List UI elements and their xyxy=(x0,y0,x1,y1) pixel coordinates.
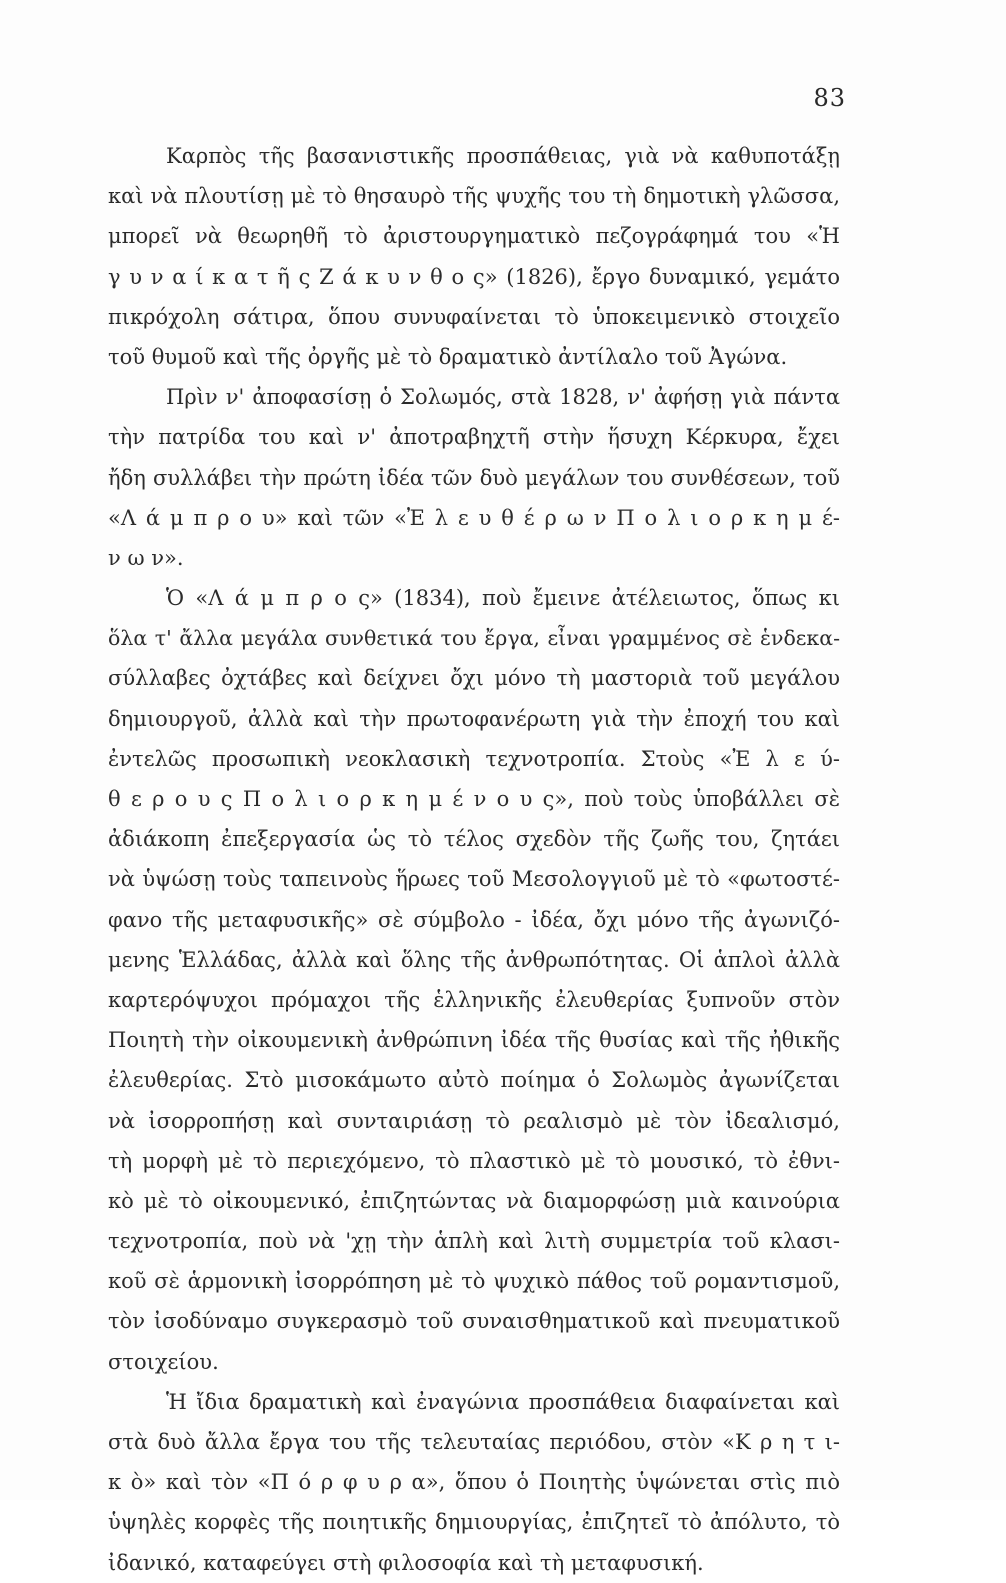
text-line: νὰ ἰσορροπήσῃ καὶ συνταιριάσῃ τὸ ρεαλισμὸ μὲ τὸν ἰδεαλισμό, xyxy=(108,1108,840,1133)
text-line: ὅλα τ' ἄλλα μεγάλα συνθετικά του ἔργα, εἶναι γραμμένος σὲ ἑνδεκα- xyxy=(108,626,840,651)
text-line: στὰ δυὸ ἄλλα ἔργα του τῆς τελευταίας περιόδου, στὸν «Κ ρ η τ ι- xyxy=(108,1430,840,1454)
text-line: κοῦ σὲ ἁρμονικὴ ἰσορρόπηση μὲ τὸ ψυχικὸ πάθος τοῦ ρομαντισμοῦ, xyxy=(108,1269,840,1294)
text-line: φανο τῆς μεταφυσικῆς» σὲ σύμβολο - ἰδέα, ὄχι μόνο τῆς ἀγωνιζό- xyxy=(108,907,840,932)
text-line: μενης Ἑλλάδας, ἀλλὰ καὶ ὅλης τῆς ἀνθρωπότητας. Οἱ ἁπλοὶ ἀλλὰ xyxy=(108,947,840,972)
text-line: ἀδιάκοπη ἐπεξεργασία ὡς τὸ τέλος σχεδὸν τῆς ζωῆς του, ζητάει xyxy=(108,827,840,852)
text-line: Ποιητὴ τὴν οἰκουμενικὴ ἀνθρώπινη ἰδέα τῆς θυσίας καὶ τῆς ἠθικῆς xyxy=(108,1028,840,1053)
text-line: ν ω ν». xyxy=(108,545,184,570)
text-line: Ἡ ἴδια δραματικὴ καὶ ἐναγώνια προσπάθεια διαφαίνεται καὶ xyxy=(166,1389,840,1414)
text-line: θ ε ρ ο υ ς Π ο λ ι ο ρ κ η μ έ ν ο υ ς», ποὺ τοὺς ὑποβάλλει σὲ xyxy=(108,787,840,811)
text-line: Πρὶν ν' ἀποφασίσῃ ὁ Σολωμός, στὰ 1828, ν' ἀφήσῃ γιὰ πάντα xyxy=(166,385,840,410)
body-text xyxy=(108,136,840,1583)
text-line: στοιχείου. xyxy=(108,1349,219,1374)
text-line: κὸ μὲ τὸ οἰκουμενικό, ἐπιζητώντας νὰ διαμορφώσῃ μιὰ καινούρια xyxy=(108,1188,840,1213)
text-line: καὶ νὰ πλουτίσῃ μὲ τὸ θησαυρὸ τῆς ψυχῆς του τὴ δημοτικὴ γλῶσσα, xyxy=(108,184,840,209)
text-line: γ υ ν α ί κ α τ ῆ ς Ζ ά κ υ ν θ ο ς» (1826), ἔργο δυναμικό, γεμάτο xyxy=(108,264,840,289)
text-line: ἰδανικό, καταφεύγει στὴ φιλοσοφία καὶ τὴ μεταφυσική. xyxy=(108,1550,704,1575)
text-line: τὴ μορφὴ μὲ τὸ περιεχόμενο, τὸ πλαστικὸ μὲ τὸ μουσικό, τὸ ἐθνι- xyxy=(108,1148,840,1173)
text-line: Καρπὸς τῆς βασανιστικῆς προσπάθειας, γιὰ νὰ καθυποτάξῃ xyxy=(166,144,840,168)
text-line: ὑψηλὲς κορφὲς τῆς ποιητικῆς δημιουργίας, ἐπιζητεῖ τὸ ἀπόλυτο, τὸ xyxy=(108,1510,840,1535)
text-line: καρτερόψυχοι πρόμαχοι τῆς ἑλληνικῆς ἐλευθερίας ξυπνοῦν στὸν xyxy=(108,987,840,1012)
text-line: ἤδη συλλάβει τὴν πρώτη ἰδέα τῶν δυὸ μεγάλων του συνθέσεων, τοῦ xyxy=(108,465,840,490)
text-line: πικρόχολη σάτιρα, ὅπου συνυφαίνεται τὸ ὑποκειμενικὸ στοιχεῖο xyxy=(108,304,840,329)
text-line: τοῦ θυμοῦ καὶ τῆς ὀργῆς μὲ τὸ δραματικὸ ἀντίλαλο τοῦ Ἀγώνα. xyxy=(108,344,788,369)
text-line: κ ὸ» καὶ τὸν «Π ό ρ φ υ ρ α», ὅπου ὁ Ποιητὴς ὑψώνεται στὶς πιὸ xyxy=(108,1470,840,1495)
text-line: σύλλαβες ὀχτάβες καὶ δείχνει ὄχι μόνο τὴ μαστοριὰ τοῦ μεγάλου xyxy=(108,666,840,691)
text-line: τὴν πατρίδα του καὶ ν' ἀποτραβηχτῆ στὴν ἥσυχη Κέρκυρα, ἔχει xyxy=(108,425,840,450)
text-line: «Λ ά μ π ρ ο υ» καὶ τῶν «Ἐ λ ε υ θ έ ρ ω ν Π ο λ ι ο ρ κ η μ έ- xyxy=(108,505,840,530)
page-number: 83 xyxy=(813,84,846,112)
text-line: μπορεῖ νὰ θεωρηθῆ τὸ ἀριστουργηματικὸ πεζογράφημά του «Ἡ xyxy=(108,224,840,249)
text-line: νὰ ὑψώσῃ τοὺς ταπεινοὺς ἥρωες τοῦ Μεσολογγιοῦ μὲ τὸ «φωτοστέ- xyxy=(108,867,840,892)
text-line: Ὁ «Λ ά μ π ρ ο ς» (1834), ποὺ ἔμεινε ἀτέλειωτος, ὅπως κι xyxy=(166,586,840,611)
text-line: δημιουργοῦ, ἀλλὰ καὶ τὴν πρωτοφανέρωτη γιὰ τὴν ἐποχή του καὶ xyxy=(108,706,840,731)
text-line: ἐντελῶς προσωπικὴ νεοκλασικὴ τεχνοτροπία. Στοὺς «Ἐ λ ε ύ- xyxy=(108,746,840,771)
text-line: τεχνοτροπία, ποὺ νὰ 'χῃ τὴν ἁπλὴ καὶ λιτὴ συμμετρία τοῦ κλασι- xyxy=(108,1229,840,1254)
text-line: ἐλευθερίας. Στὸ μισοκάμωτο αὐτὸ ποίημα ὁ Σολωμὸς ἀγωνίζεται xyxy=(108,1068,840,1093)
text-line: τὸν ἰσοδύναμο συγκερασμὸ τοῦ συναισθηματικοῦ καὶ πνευματικοῦ xyxy=(108,1309,840,1334)
